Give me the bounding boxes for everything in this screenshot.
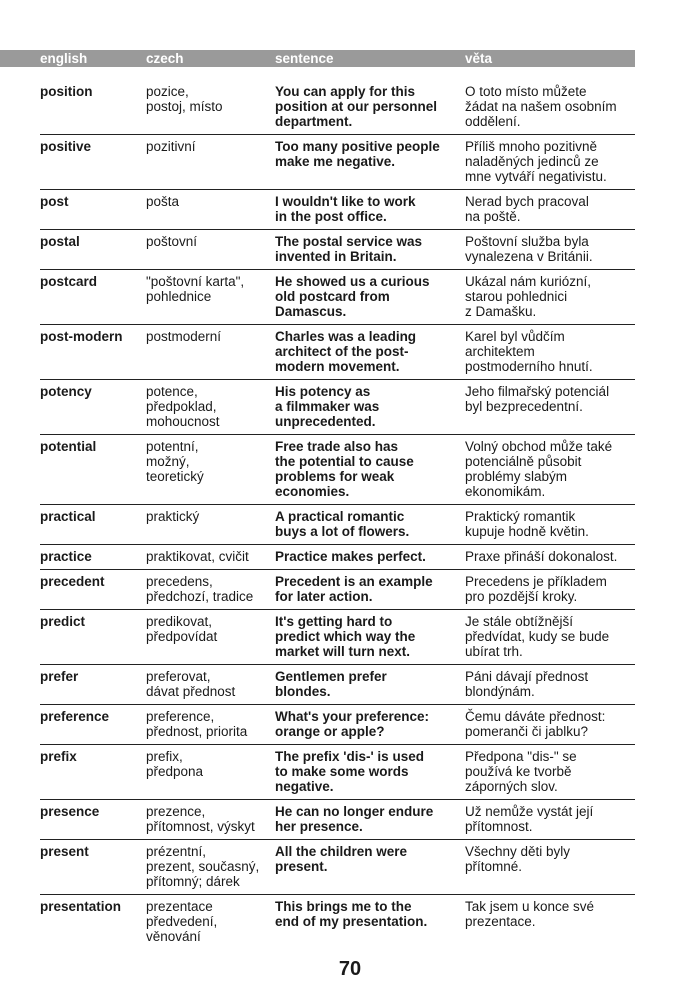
cell-sentence: Charles was a leading architect of the post- modern movement. (275, 329, 417, 374)
cell-czech: pozice, postoj, místo (146, 84, 223, 114)
cell-sentence: Practice makes perfect. (275, 549, 426, 564)
cell-english: postal (40, 234, 80, 249)
cell-czech: prefix, předpona (146, 749, 204, 779)
table-row (40, 894, 635, 949)
cell-veta: Jeho filmařský potenciál byl bezprecedentní. (465, 384, 610, 414)
cell-czech: precedens, předchozí, tradice (146, 574, 254, 604)
cell-english: preference (40, 709, 110, 724)
cell-veta: Čemu dáváte přednost: pomeranči či jablku? (465, 709, 606, 739)
cell-veta: Je stále obtížnější předvídat, kudy se bude ubírat trh. (465, 614, 610, 659)
cell-sentence: Gentlemen prefer blondes. (275, 669, 387, 699)
cell-czech: pozitivní (146, 139, 196, 154)
cell-veta: Ukázal nám kuriózní, starou pohlednici z Damašku. (465, 274, 592, 319)
cell-english: predict (40, 614, 86, 629)
cell-english: presence (40, 804, 100, 819)
cell-veta: Volný obchod může také potenciálně působit problémy slabým ekonomikám. (465, 439, 613, 499)
table-header (0, 50, 635, 67)
cell-czech: prezence, přítomnost, výskyt (146, 804, 255, 834)
table-row (40, 189, 635, 229)
table-row (40, 744, 635, 799)
cell-veta: Praxe přináší dokonalost. (465, 549, 618, 564)
cell-english: present (40, 844, 89, 859)
cell-czech: preferovat, dávat přednost (146, 669, 236, 699)
table-row (40, 544, 635, 569)
table-row (40, 324, 635, 379)
cell-sentence: This brings me to the end of my presentation. (275, 899, 428, 929)
cell-czech: poštovní (146, 234, 198, 249)
cell-english: practical (40, 509, 96, 524)
cell-veta: Precedens je příkladem pro pozdější kroky. (465, 574, 607, 604)
cell-english: presentation (40, 899, 122, 914)
table-row (40, 80, 635, 134)
cell-czech: praktický (146, 509, 200, 524)
cell-sentence: He can no longer endure her presence. (275, 804, 434, 834)
cell-english: postcard (40, 274, 98, 289)
cell-sentence: The postal service was invented in Britain. (275, 234, 423, 264)
cell-sentence: Precedent is an example for later action. (275, 574, 433, 604)
cell-veta: Poštovní služba byla vynalezena v Británii. (465, 234, 593, 264)
cell-czech: preference, přednost, priorita (146, 709, 248, 739)
header-veta: věta (465, 51, 493, 66)
table-row (40, 839, 635, 894)
table-row (40, 269, 635, 324)
cell-veta: Předpona "dis-" se používá ke tvorbě záporných slov. (465, 749, 577, 794)
cell-english: post-modern (40, 329, 123, 344)
cell-czech: potence, předpoklad, mohoucnost (146, 384, 220, 429)
cell-veta: Všechny děti byly přítomné. (465, 844, 571, 874)
cell-czech: postmoderní (146, 329, 222, 344)
header-czech: czech (146, 51, 184, 66)
cell-english: post (40, 194, 69, 209)
table-row (40, 229, 635, 269)
cell-english: practice (40, 549, 92, 564)
table-row (40, 609, 635, 664)
cell-sentence: You can apply for this position at our personnel department. (275, 84, 438, 129)
cell-veta: Páni dávají přednost blondýnám. (465, 669, 589, 699)
table-row (40, 504, 635, 544)
header-sentence: sentence (275, 51, 334, 66)
vocabulary-table (40, 80, 635, 949)
cell-sentence: He showed us a curious old postcard from Damascus. (275, 274, 430, 319)
table-row (40, 379, 635, 434)
cell-veta: O toto místo můžete žádat na našem osobním oddělení. (465, 84, 617, 129)
table-row (40, 434, 635, 504)
cell-czech: prézentní, prezent, současný, přítomný; dárek (146, 844, 260, 889)
cell-veta: Tak jsem u konce své prezentace. (465, 899, 595, 929)
table-row (40, 704, 635, 744)
page-number: 70 (338, 958, 362, 980)
cell-veta: Příliš mnoho pozitivně naladěných jedinců ze mne vytváří negativistu. (465, 139, 607, 184)
cell-sentence: What's your preference: orange or apple? (275, 709, 429, 739)
cell-english: potential (40, 439, 97, 454)
cell-veta: Karel byl vůdčím architektem postmoderního hnutí. (465, 329, 593, 374)
cell-sentence: All the children were present. (275, 844, 408, 874)
cell-czech: pošta (146, 194, 180, 209)
cell-sentence: Too many positive people make me negative. (275, 139, 440, 169)
table-row (40, 134, 635, 189)
cell-english: precedent (40, 574, 105, 589)
cell-sentence: His potency as a filmmaker was unprecedented. (275, 384, 380, 429)
cell-sentence: Free trade also has the potential to cause problems for weak economies. (275, 439, 414, 499)
table-row (40, 799, 635, 839)
cell-sentence: The prefix 'dis-' is used to make some words negative. (275, 749, 424, 794)
cell-english: position (40, 84, 93, 99)
cell-sentence: A practical romantic buys a lot of flowers. (275, 509, 410, 539)
cell-english: potency (40, 384, 92, 399)
cell-sentence: It's getting hard to predict which way the market will turn next. (275, 614, 416, 659)
cell-czech: prezentace předvedení, věnování (146, 899, 218, 944)
table-row (40, 569, 635, 609)
cell-czech: potentní, možný, teoretický (146, 439, 204, 484)
cell-veta: Nerad bych pracoval na poště. (465, 194, 589, 224)
cell-english: prefer (40, 669, 79, 684)
table-row (40, 664, 635, 704)
cell-english: prefix (40, 749, 77, 764)
cell-english: positive (40, 139, 92, 154)
cell-sentence: I wouldn't like to work in the post office. (275, 194, 416, 224)
header-english: english (40, 51, 88, 66)
cell-veta: Už nemůže vystát její přítomnost. (465, 804, 594, 834)
cell-czech: praktikovat, cvičit (146, 549, 249, 564)
cell-veta: Praktický romantik kupuje hodně květin. (465, 509, 589, 539)
cell-czech: "poštovní karta", pohlednice (146, 274, 245, 304)
cell-czech: predikovat, předpovídat (146, 614, 218, 644)
